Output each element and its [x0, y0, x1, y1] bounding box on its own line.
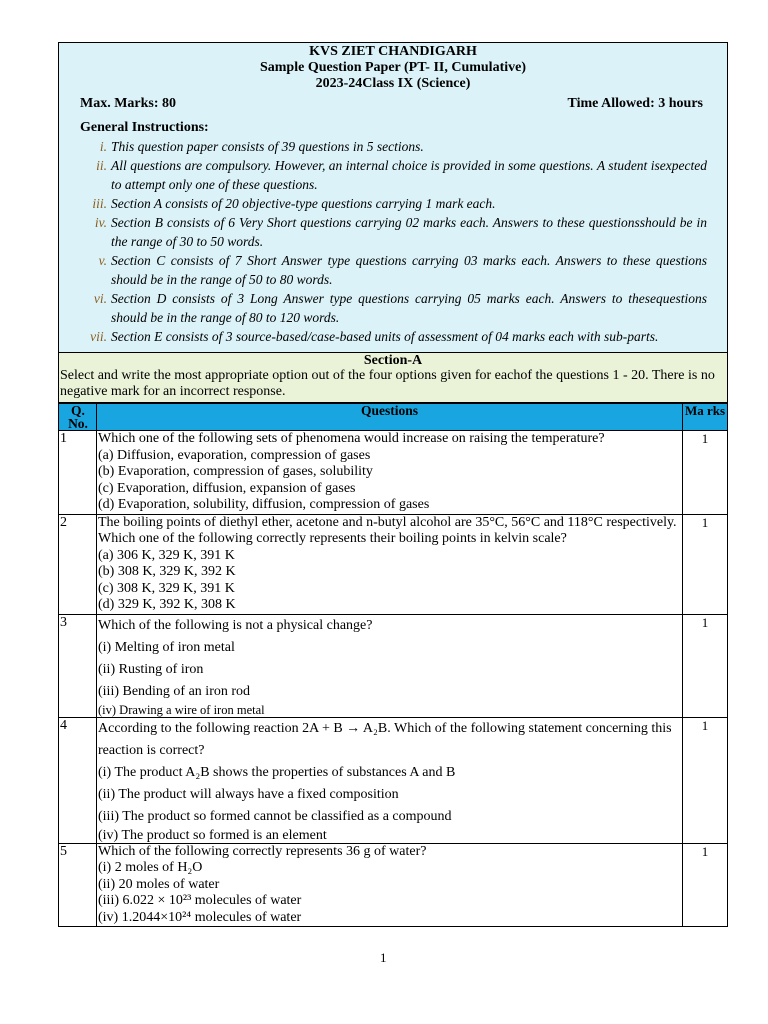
instruction-text: Section E consists of 3 source-based/case-based units of assessment of 04 marks each with sub-parts.: [111, 329, 659, 344]
question-cell: [97, 614, 683, 717]
question-marks: 1: [683, 431, 728, 515]
table-row: [59, 614, 728, 717]
option: (d) 329 K, 392 K, 308 K: [98, 597, 236, 612]
instruction-text: Section C consists of 7 Short Answer type questions carrying 03 marks each. Answers to these questions should be in the range of 50 to 80 words.: [111, 253, 707, 287]
instruction-number: ii.: [96, 158, 107, 173]
question-cell: [97, 843, 683, 927]
question-cell: [97, 431, 683, 515]
question-number: 3: [59, 614, 97, 717]
question-text: According to the following reaction 2A + B → A₂B. Which of the following statement concerning this reaction is correct?: [98, 720, 672, 758]
col-header-qno: Q. No.: [59, 404, 97, 431]
max-marks: Max. Marks: 80: [80, 96, 177, 111]
question-text: Which of the following is not a physical change?: [98, 617, 373, 633]
session-class: 2023-24Class IX (Science): [315, 76, 471, 91]
instruction-number: iii.: [92, 196, 107, 211]
option: (iv) Drawing a wire of iron metal: [98, 702, 265, 717]
instruction-item: [59, 156, 727, 194]
option: (c) Evaporation, diffusion, expansion of gases: [98, 480, 356, 496]
time-allowed: Time Allowed: 3 hours: [567, 96, 703, 111]
question-text: The boiling points of diethyl ether, acetone and n-butyl alcohol are 35°C, 56°C and 118°C respectively. Which one of the following correctly represents their boiling points in kelvin scale?: [98, 514, 677, 546]
col-header-questions: Questions: [97, 404, 683, 431]
paper-title: Sample Question Paper (PT- II, Cumulative): [259, 60, 526, 75]
instruction-item: [59, 137, 727, 156]
questions-table: [58, 403, 728, 927]
option: (iii) 6.022 × 10²³ molecules of water: [98, 893, 302, 908]
question-number: 2: [59, 514, 97, 614]
question-marks: 1: [683, 843, 728, 927]
instruction-text: Section B consists of 6 Very Short questions carrying 02 marks each. Answers to these questionsshould be in the range of 30 to 50 words.: [111, 215, 707, 249]
section-a-instructions: Select and write the most appropriate option out of the four options given for eachof the questions 1 - 20. There is no negative mark for an incorrect response.: [60, 368, 715, 399]
instruction-number: vi.: [93, 291, 107, 306]
general-instructions-title: General Instructions:: [80, 120, 209, 135]
option: (ii) 20 moles of water: [98, 876, 220, 892]
instruction-number: vii.: [90, 329, 107, 344]
instruction-item: [59, 194, 727, 213]
option: (ii) Rusting of iron: [98, 661, 204, 677]
question-cell: [97, 514, 683, 614]
option: (iii) The product so formed cannot be classified as a compound: [98, 808, 452, 824]
marks-time-row: [59, 92, 727, 112]
col-header-marks: Ma rks: [683, 404, 728, 431]
question-cell: [97, 717, 683, 843]
table-row: [59, 431, 728, 515]
page-number: 1: [380, 950, 387, 965]
section-a-title: Section-A: [363, 353, 423, 368]
option: (iv) 1.2044×10²⁴ molecules of water: [98, 909, 302, 925]
option: (c) 308 K, 329 K, 391 K: [98, 580, 235, 596]
option: (ii) The product will always have a fixed composition: [98, 786, 399, 802]
instruction-list: [59, 137, 727, 346]
option: (i) The product A₂B shows the properties of substances A and B: [98, 764, 456, 780]
instruction-text: This question paper consists of 39 questions in 5 sections.: [111, 139, 424, 154]
question-marks: 1: [683, 514, 728, 614]
question-text: Which one of the following sets of phenomena would increase on raising the temperature?: [98, 431, 605, 446]
question-text: Which of the following correctly represents 36 g of water?: [98, 843, 427, 859]
instruction-item: [59, 251, 727, 289]
option: (a) Diffusion, evaporation, compression of gases: [98, 447, 371, 463]
table-row: [59, 717, 728, 843]
option: (iv) The product so formed is an element: [98, 827, 327, 843]
question-paper: [58, 42, 728, 927]
instruction-number: i.: [99, 139, 107, 154]
option: (iii) Bending of an iron rod: [98, 683, 251, 699]
instruction-item: [59, 327, 727, 346]
option: (a) 306 K, 329 K, 391 K: [98, 547, 235, 563]
question-number: 5: [59, 843, 97, 927]
instruction-item: [59, 213, 727, 251]
table-row: [59, 514, 728, 614]
table-header-row: [59, 404, 728, 431]
option: (i) 2 moles of H₂O: [98, 860, 203, 875]
instruction-text: Section D consists of 3 Long Answer type questions carrying 05 marks each. Answers to thesequestions should be in the range of 80 to 120 words.: [111, 291, 707, 325]
section-a-banner: [58, 353, 728, 403]
option: (d) Evaporation, solubility, diffusion, compression of gases: [98, 497, 430, 512]
table-row: [59, 843, 728, 927]
instruction-number: v.: [98, 253, 107, 268]
option: (b) Evaporation, compression of gases, solubility: [98, 464, 373, 479]
question-marks: 1: [683, 717, 728, 843]
instruction-text: Section A consists of 20 objective-type questions carrying 1 mark each.: [111, 196, 496, 211]
instruction-text: All questions are compulsory. However, an internal choice is provided in some questions. A student isexpected to attempt only one of these questions.: [111, 158, 707, 192]
question-number: 4: [59, 717, 97, 843]
question-number: 1: [59, 431, 97, 515]
instruction-number: iv.: [94, 215, 107, 230]
question-marks: 1: [683, 614, 728, 717]
paper-header: [58, 42, 728, 353]
school-name: KVS ZIET CHANDIGARH: [309, 44, 477, 59]
instruction-item: [59, 289, 727, 327]
option: (i) Melting of iron metal: [98, 639, 235, 655]
option: (b) 308 K, 329 K, 392 K: [98, 564, 236, 579]
